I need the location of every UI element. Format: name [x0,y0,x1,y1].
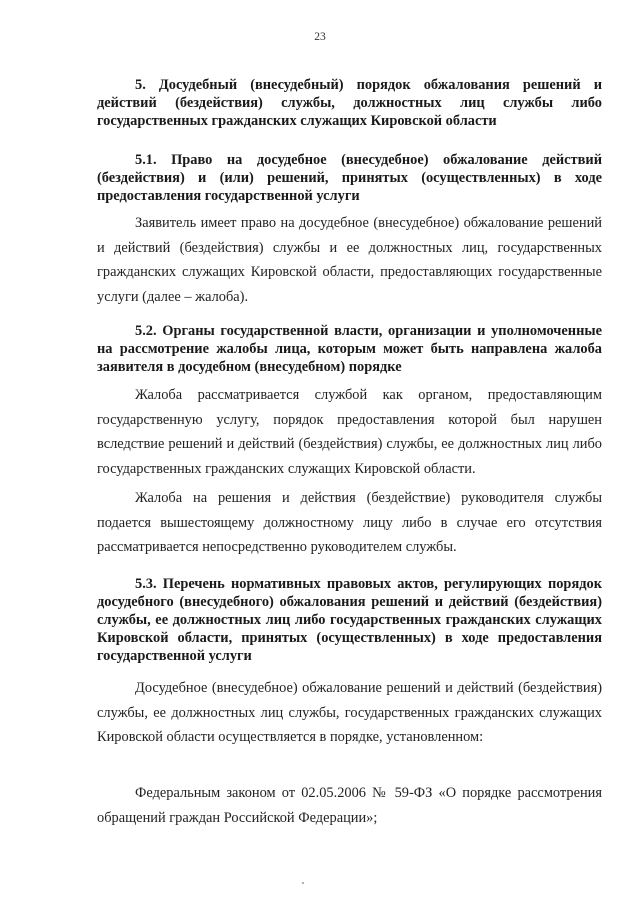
page-number: 23 [314,31,326,43]
section-5-2-paragraph-2: Жалоба на решения и действия (бездействие) руководителя службы подается вышестоящему должностному лицу либо в случае его отсутствия рассматривается непосредственно руководителем службы. [97,490,602,555]
section-5-1-paragraph-1: Заявитель имеет право на досудебное (внесудебное) обжалование решений и действий (бездействия) службы и ее должностных лиц, государственных гражданских служащих Кировской области, предоставляющих государственные услуги (далее – жалоба). [97,215,602,305]
section-5-3-paragraph-2: Федеральным законом от 02.05.2006 № 59-ФЗ «О порядке рассмотрения обращений граждан Российской Федерации»; [97,785,602,826]
section-5-3-paragraph-1: Досудебное (внесудебное) обжалование решений и действий (бездействия) службы, ее должностных лиц службы, государственных гражданских служащих Кировской области осуществляется в порядке, установленном: [97,680,602,745]
section-5-2-paragraph-1: Жалоба рассматривается службой как органом, предоставляющим государственную услугу, порядок предоставления которой был нарушен вследствие решений и действий (бездействия) службы, ее должностных лиц либо государственных гражданских служащих Кировской области. [97,387,602,477]
section-5-3-heading: 5.3. Перечень нормативных правовых актов, регулирующих порядок досудебного (внесудебного) обжалования решений и действий (бездействия) службы, ее должностных лиц либо государственных гражданских служащих Кировской области, принятых (осуществленных) в ходе предоставления государственной услуги [97,576,602,664]
section-5-heading: 5. Досудебный (внесудебный) порядок обжалования решений и действий (бездействия) службы, должностных лиц службы либо государственных гражданских служащих Кировской области [97,77,602,129]
section-5-1-heading: 5.1. Право на досудебное (внесудебное) обжалование действий (бездействия) и (или) решений, принятых (осуществленных) в ходе предоставления государственной услуги [97,152,602,204]
scan-speck [302,882,304,884]
section-5-2-heading: 5.2. Органы государственной власти, организации и уполномоченные на рассмотрение жалобы лица, которым может быть направлена жалоба заявителя в досудебном (внесудебном) порядке [97,323,602,375]
